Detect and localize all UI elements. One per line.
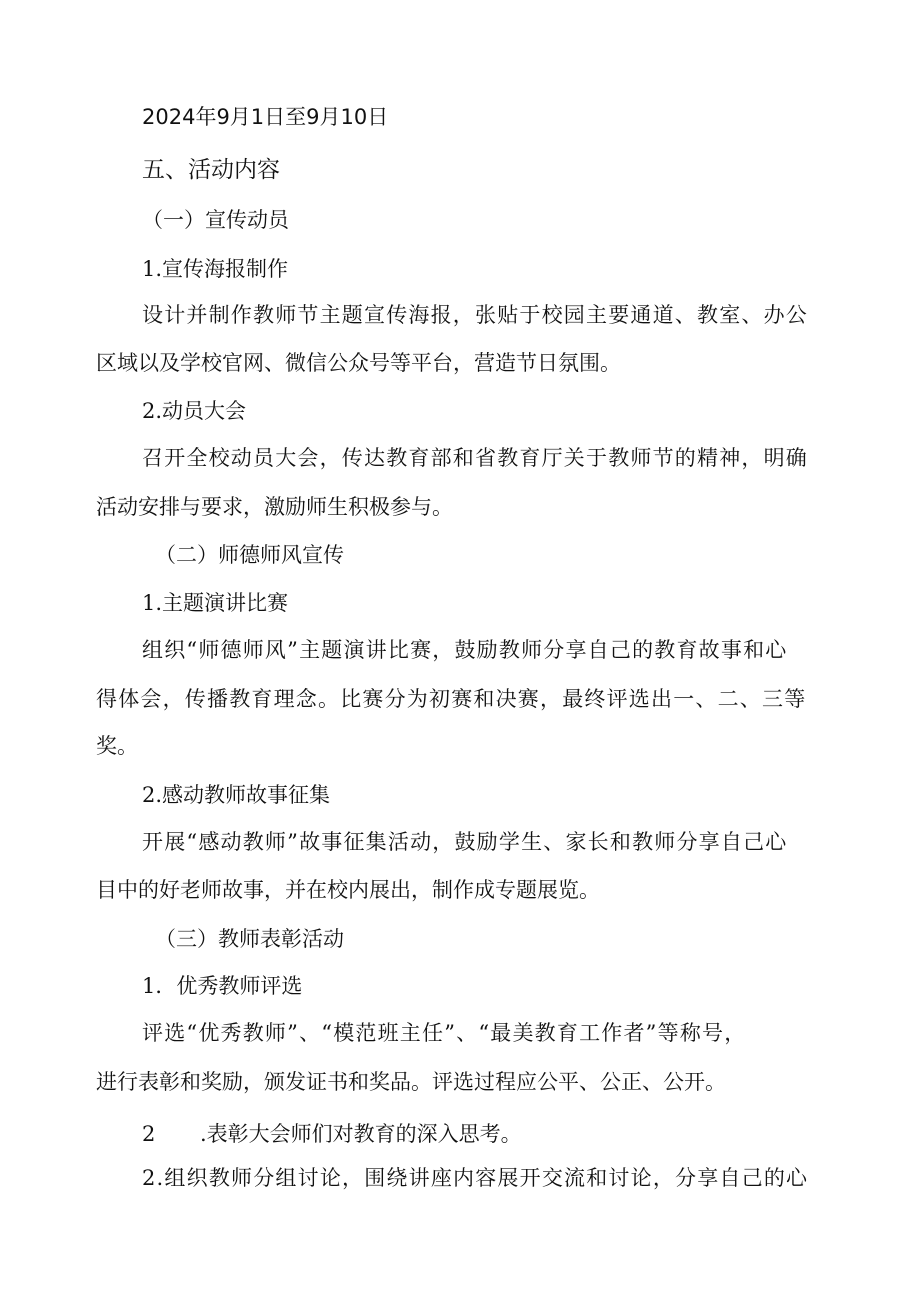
date-line: 2024年9月1日至9月10日 xyxy=(142,105,389,129)
subsection-title: （一）宣传动员 xyxy=(142,208,289,232)
paragraph-line: 区域以及学校官网、微信公众号等平台，营造节日氛围。 xyxy=(96,351,621,375)
item-title: .表彰大会师们对教育的深入思考。 xyxy=(200,1122,522,1146)
paragraph-line: 召开全校动员大会，传达教育部和省教育厅关于教师节的精神，明确 xyxy=(142,446,808,470)
paragraph-line: 开展“感动教师”故事征集活动，鼓励学生、家长和教师分享自己心 xyxy=(142,830,788,854)
paragraph-line: 奖。 xyxy=(96,734,138,758)
paragraph-line: 得体会，传播教育理念。比赛分为初赛和决赛，最终评选出一、二、三等 xyxy=(96,687,807,711)
subsection-title: （二）师德师风宣传 xyxy=(155,543,344,567)
item-title: 1．优秀教师评选 xyxy=(142,974,303,998)
paragraph-line: 评选“优秀教师”、“模范班主任”、“最美教育工作者”等称号， xyxy=(142,1021,747,1045)
item-title: 2.动员大会 xyxy=(142,399,247,423)
item-title: 1.宣传海报制作 xyxy=(142,257,289,281)
item-number: 2 xyxy=(142,1122,156,1146)
paragraph-line: 活动安排与要求，激励师生积极参与。 xyxy=(96,495,453,519)
paragraph-line: 2.组织教师分组讨论，围绕讲座内容展开交流和讨论，分享自己的心 xyxy=(142,1166,809,1190)
item-title: 1.主题演讲比赛 xyxy=(142,591,289,615)
paragraph-line: 设计并制作教师节主题宣传海报，张贴于校园主要通道、教室、办公 xyxy=(142,303,808,327)
paragraph-line: 组织“师德师风”主题演讲比赛，鼓励教师分享自己的教育故事和心 xyxy=(142,638,788,662)
section-title: 五、活动内容 xyxy=(142,157,280,183)
paragraph-line: 进行表彰和奖励，颁发证书和奖品。评选过程应公平、公正、公开。 xyxy=(96,1070,726,1094)
subsection-title: （三）教师表彰活动 xyxy=(155,927,344,951)
paragraph-line: 目中的好老师故事，并在校内展出，制作成专题展览。 xyxy=(96,878,600,902)
item-title: 2.感动教师故事征集 xyxy=(142,783,331,807)
